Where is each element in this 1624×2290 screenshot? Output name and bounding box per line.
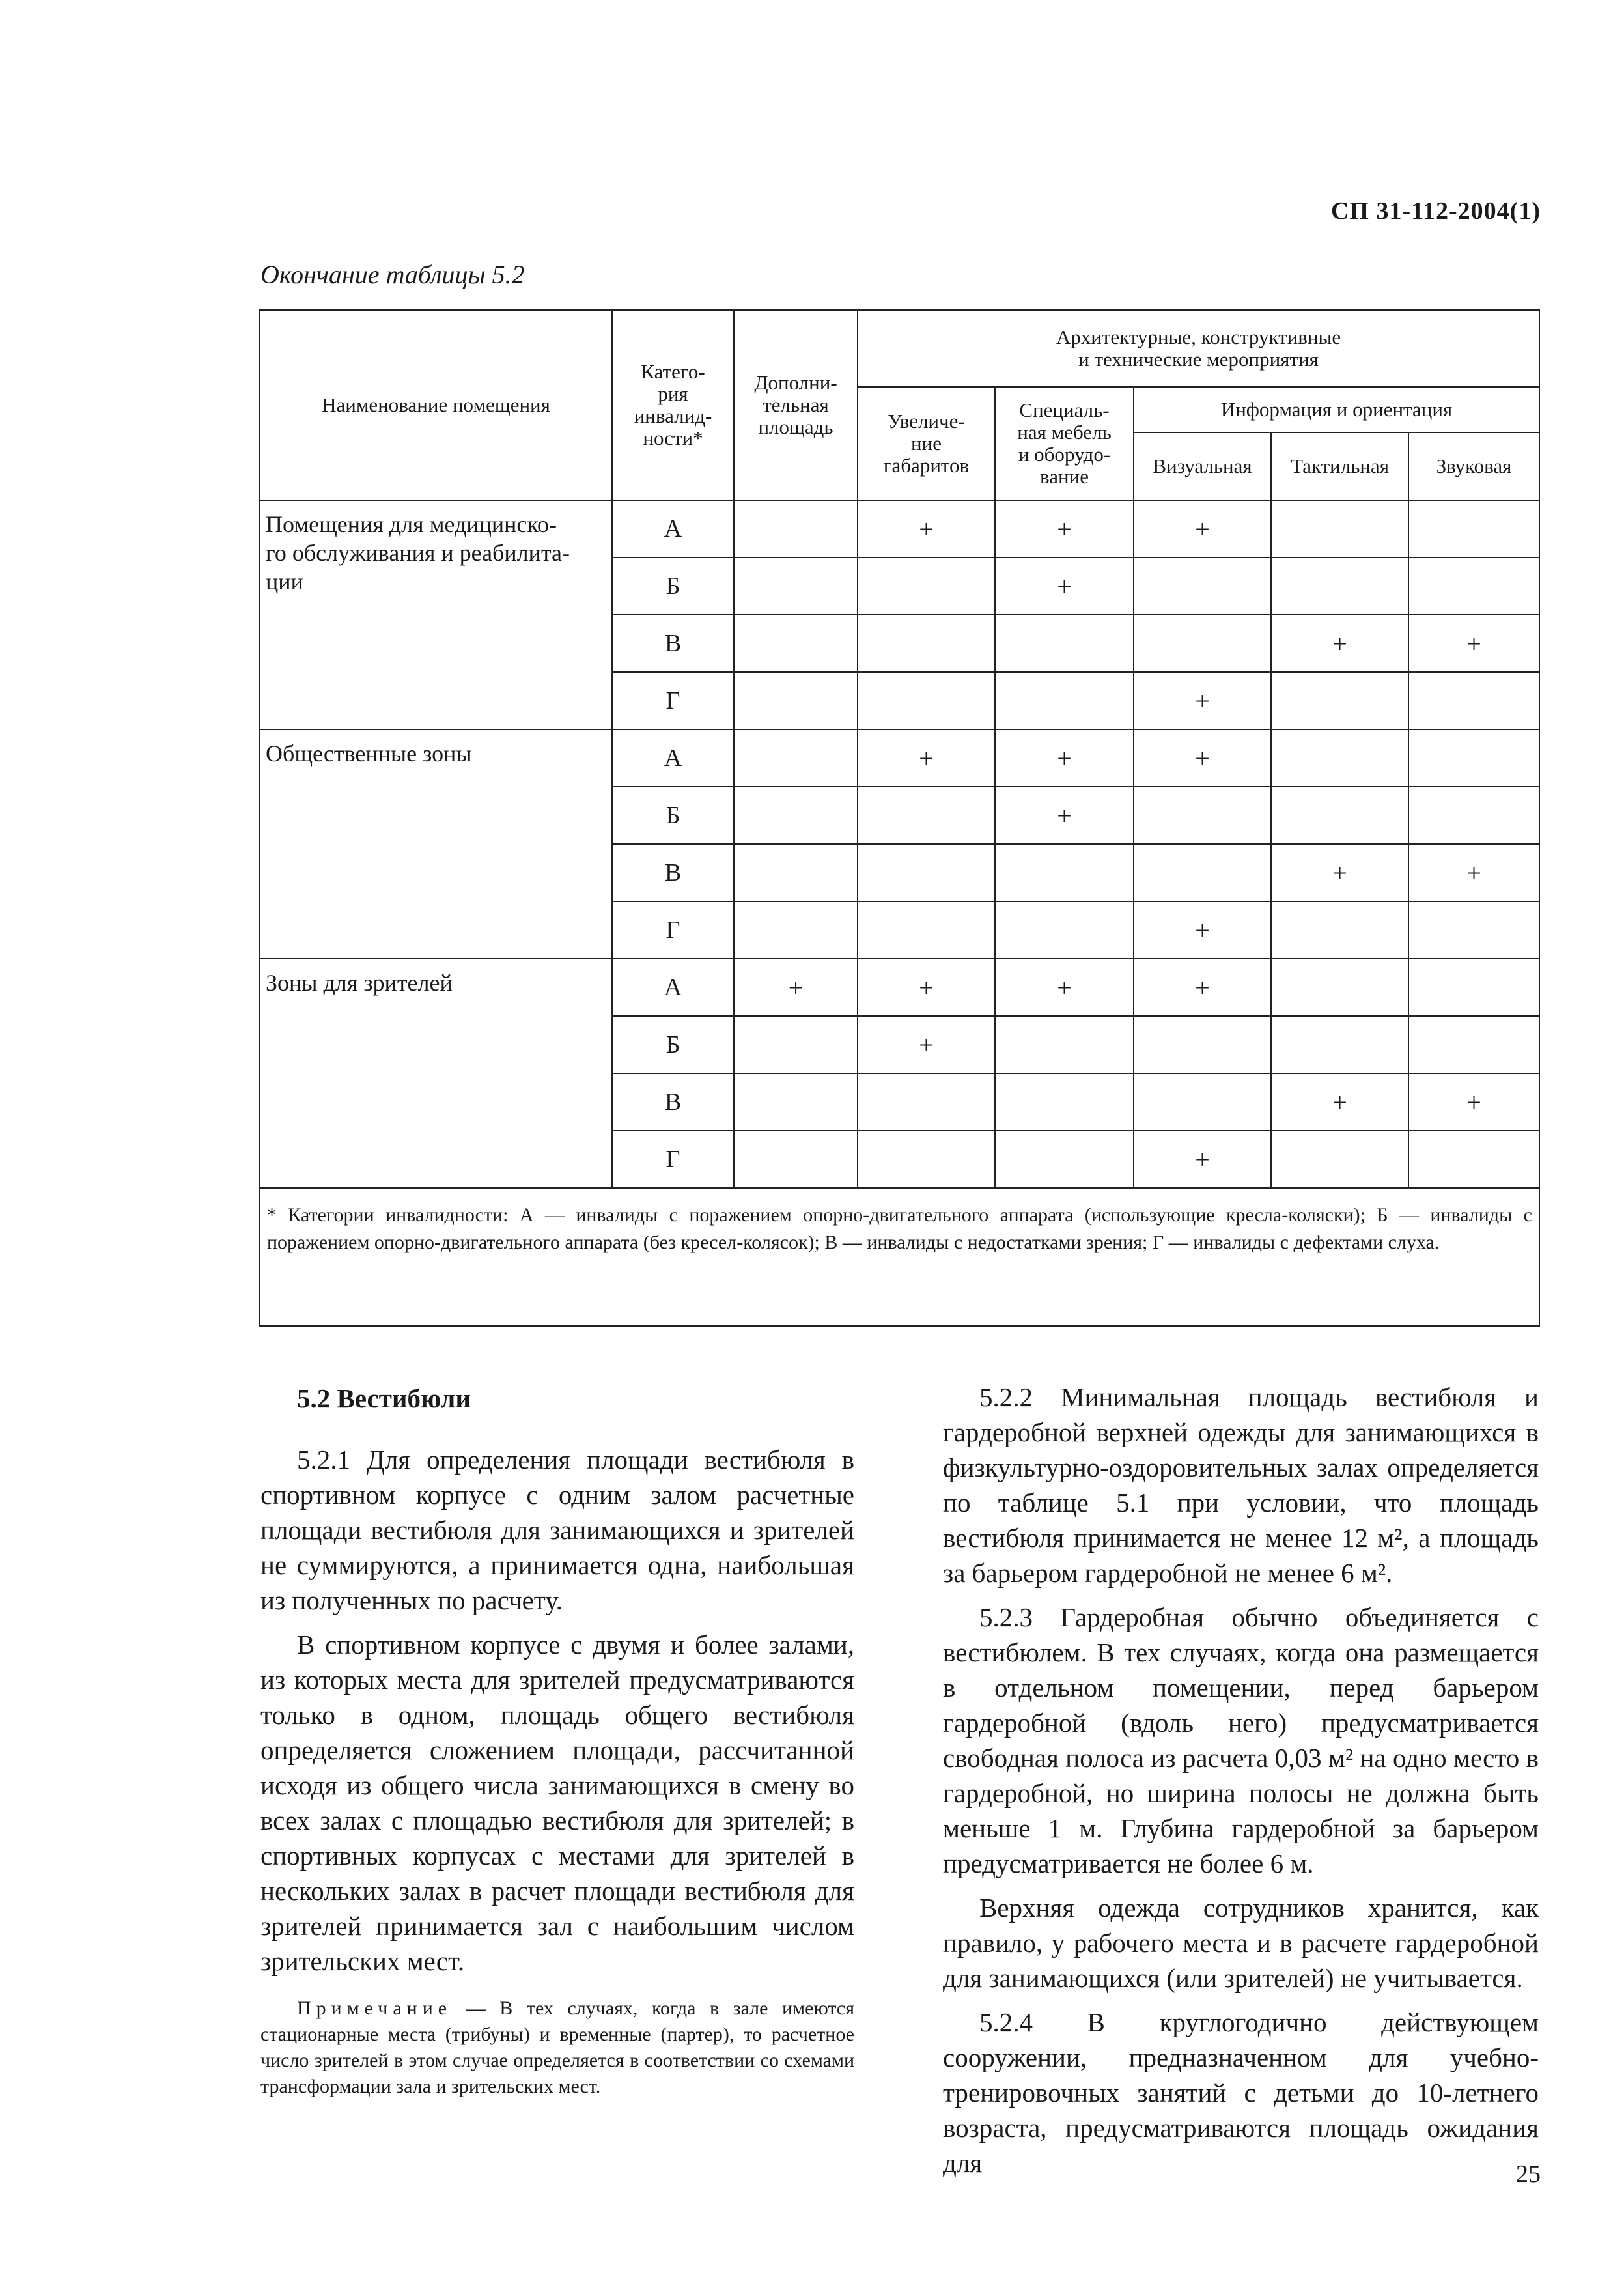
category-cell: Б xyxy=(612,1016,734,1073)
extra-area-cell xyxy=(734,729,858,787)
category-cell: Г xyxy=(612,672,734,729)
header-arch-measures: Архитектурные, конструктивные и технические мероприятия xyxy=(858,310,1539,387)
table-footnote: * Категории инвалидности: А — инвалиды с поражением опорно-двигательного аппарата (использующие кресла-коляски); Б — инвалиды с поражением опорно-двигательного аппарата (без кресел-колясок); В — инвалиды с недостатками зрения; Г — инвалиды с дефектами слуха. xyxy=(260,1188,1539,1326)
increase-cell xyxy=(858,1073,995,1131)
increase-cell xyxy=(858,615,995,672)
increase-cell: + xyxy=(858,500,995,558)
tactile-cell xyxy=(1271,1131,1408,1188)
table-row xyxy=(260,729,1539,787)
category-cell: В xyxy=(612,1073,734,1131)
remark-text: — В тех случаях, когда в зале имеются стационарные места (трибуны) и временные (партер), то расчетное число зрителей в этом случае определяется в соответствии со схемами трансформации зала и зрительских мест. xyxy=(260,1998,855,2097)
tactile-cell xyxy=(1271,500,1408,558)
sound-cell: + xyxy=(1408,1073,1539,1131)
extra-area-cell xyxy=(734,1131,858,1188)
increase-cell: + xyxy=(858,959,995,1016)
visual-cell xyxy=(1134,615,1271,672)
extra-area-cell xyxy=(734,787,858,844)
header-increase: Увеличе- ние габаритов xyxy=(858,387,995,500)
category-cell: А xyxy=(612,729,734,787)
increase-cell xyxy=(858,1131,995,1188)
visual-cell xyxy=(1134,844,1271,901)
visual-cell xyxy=(1134,1016,1271,1073)
paragraph-5-2-4: 5.2.4 В круглогодично действующем сооружении, предназначенном для учебно-тренировочных занятий с детьми до 10-летнего возраста, предусматриваются площадь ожидания для xyxy=(943,2007,1539,2178)
visual-cell xyxy=(1134,787,1271,844)
tactile-cell xyxy=(1271,558,1408,615)
tactile-cell xyxy=(1271,672,1408,729)
extra-area-cell xyxy=(734,500,858,558)
paragraph-5-2-3: 5.2.3 Гардеробная обычно объединяется с вестибюлем. В тех случаях, когда она размещается в отдельном помещении, перед барьером гардеробной (вдоль него) предусматривается свободная полоса из расчета 0,03 м² на одно место в гардеробной, но ширина полосы не должна быть меньше 1 м. Глубина гардеробной за барьером предусматривается не более 6 м. xyxy=(943,1602,1539,1878)
left-column xyxy=(260,1381,854,2100)
category-cell: Б xyxy=(612,558,734,615)
visual-cell: + xyxy=(1134,901,1271,959)
furniture-cell xyxy=(995,615,1134,672)
tactile-cell xyxy=(1271,787,1408,844)
page-number: 25 xyxy=(1516,2160,1541,2188)
header-extra-area: Дополни- тельная площадь xyxy=(734,310,858,500)
header-furniture: Специаль- ная мебель и оборудо- вание xyxy=(995,387,1134,500)
table-row xyxy=(260,500,1539,558)
category-cell: Г xyxy=(612,1131,734,1188)
remark xyxy=(260,1996,854,2100)
tactile-cell xyxy=(1271,729,1408,787)
header-tactile: Тактильная xyxy=(1271,432,1408,500)
category-cell: Б xyxy=(612,787,734,844)
paragraph-5-2-1: 5.2.1 Для определения площади вестибюля в спортивном корпусе с одним залом расчетные площади вестибюля для занимающихся и зрителей не суммируются, а принимается одна, наибольшая из полученных по расчету. xyxy=(260,1445,854,1615)
category-cell: Г xyxy=(612,901,734,959)
category-cell: В xyxy=(612,615,734,672)
sound-cell xyxy=(1408,1016,1539,1073)
visual-cell: + xyxy=(1134,672,1271,729)
extra-area-cell xyxy=(734,1073,858,1131)
visual-cell: + xyxy=(1134,1131,1271,1188)
requirements-table-wrap xyxy=(259,309,1539,1327)
category-cell: А xyxy=(612,959,734,1016)
furniture-cell: + xyxy=(995,959,1134,1016)
tactile-cell xyxy=(1271,959,1408,1016)
extra-area-cell xyxy=(734,844,858,901)
furniture-cell xyxy=(995,1016,1134,1073)
sound-cell xyxy=(1408,787,1539,844)
visual-cell xyxy=(1134,558,1271,615)
room-name-cell: Общественные зоны xyxy=(260,729,612,959)
tactile-cell xyxy=(1271,901,1408,959)
furniture-cell xyxy=(995,901,1134,959)
visual-cell: + xyxy=(1134,959,1271,1016)
extra-area-cell xyxy=(734,901,858,959)
room-name-cell: Зоны для зрителей xyxy=(260,959,612,1188)
sound-cell: + xyxy=(1408,615,1539,672)
sound-cell xyxy=(1408,729,1539,787)
increase-cell xyxy=(858,844,995,901)
increase-cell xyxy=(858,672,995,729)
furniture-cell: + xyxy=(995,500,1134,558)
increase-cell: + xyxy=(858,729,995,787)
furniture-cell: + xyxy=(995,787,1134,844)
tactile-cell: + xyxy=(1271,615,1408,672)
furniture-cell: + xyxy=(995,558,1134,615)
paragraph-multi-hall: В спортивном корпусе с двумя и более залами, из которых места для зрителей предусматриваются только в одном, площадь общего вестибюля определяется сложением площади, рассчитанной исходя из общего числа занимающихся в смену во всех залах с площадью вестибюля для зрителей; в спортивных корпусах с местами для зрителей в нескольких залах в расчет площади вестибюля для зрителей принимается зал с наибольшим числом зрительских мест. xyxy=(260,1630,854,1976)
section-title: 5.2 Вестибюли xyxy=(297,1383,471,1413)
paragraph-5-2-2: 5.2.2 Минимальная площадь вестибюля и гардеробной верхней одежды для занимающихся в физкультурно-оздоровительных залах определяется по таблице 5.1 при условии, что площадь вестибюля принимается не менее 12 м², а площадь за барьером гардеробной не менее 6 м². xyxy=(943,1382,1539,1588)
room-name-cell: Помещения для медицинско- го обслуживания и реабилита- ции xyxy=(260,500,612,729)
sound-cell: + xyxy=(1408,844,1539,901)
header-category: Катего- рия инвалид- ности* xyxy=(612,310,734,500)
furniture-cell xyxy=(995,1131,1134,1188)
tactile-cell: + xyxy=(1271,844,1408,901)
table-caption: Окончание таблицы 5.2 xyxy=(260,260,525,289)
furniture-cell: + xyxy=(995,729,1134,787)
header-info-orientation: Информация и ориентация xyxy=(1134,387,1539,432)
category-cell: В xyxy=(612,844,734,901)
tactile-cell: + xyxy=(1271,1073,1408,1131)
extra-area-cell xyxy=(734,1016,858,1073)
requirements-table xyxy=(259,309,1540,1327)
visual-cell xyxy=(1134,1073,1271,1131)
sound-cell xyxy=(1408,959,1539,1016)
sound-cell xyxy=(1408,1131,1539,1188)
increase-cell xyxy=(858,901,995,959)
table-row xyxy=(260,959,1539,1016)
visual-cell: + xyxy=(1134,729,1271,787)
furniture-cell xyxy=(995,672,1134,729)
category-cell: А xyxy=(612,500,734,558)
extra-area-cell xyxy=(734,558,858,615)
document-code: СП 31-112-2004(1) xyxy=(1330,197,1541,225)
tactile-cell xyxy=(1271,1016,1408,1073)
paragraph-outerwear: Верхняя одежда сотрудников хранится, как правило, у рабочего места и в расчете гардеробной для занимающихся (или зрителей) не учитывается. xyxy=(943,1893,1539,1993)
header-sound: Звуковая xyxy=(1408,432,1539,500)
increase-cell xyxy=(858,558,995,615)
sound-cell xyxy=(1408,901,1539,959)
extra-area-cell xyxy=(734,672,858,729)
sound-cell xyxy=(1408,558,1539,615)
increase-cell: + xyxy=(858,1016,995,1073)
visual-cell: + xyxy=(1134,500,1271,558)
header-room-name: Наименование помещения xyxy=(260,310,612,500)
sound-cell xyxy=(1408,672,1539,729)
extra-area-cell xyxy=(734,615,858,672)
extra-area-cell: + xyxy=(734,959,858,1016)
sound-cell xyxy=(1408,500,1539,558)
remark-label: Примечание xyxy=(297,1998,453,2019)
right-column xyxy=(943,1379,1539,2181)
furniture-cell xyxy=(995,1073,1134,1131)
header-visual: Визуальная xyxy=(1134,432,1271,500)
increase-cell xyxy=(858,787,995,844)
furniture-cell xyxy=(995,844,1134,901)
